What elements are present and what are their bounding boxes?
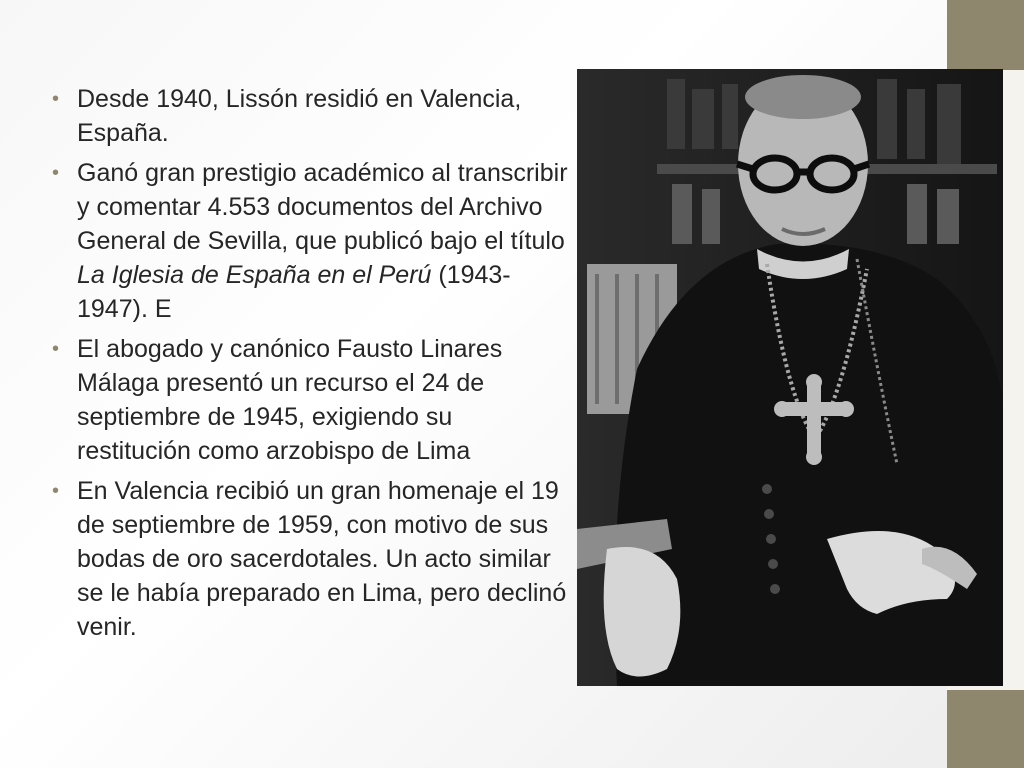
bullet-dot-icon: • xyxy=(52,338,60,360)
bullet-dot-icon: • xyxy=(52,88,60,110)
bullet-item xyxy=(52,156,572,326)
bullet-item xyxy=(52,474,572,644)
book-title: La Iglesia de España en el Perú xyxy=(77,261,432,289)
bullet-text: En Valencia recibió un gran homenaje el 19 de septiembre de 1959, con motivo de sus bodas de oro sacerdotales. Un acto similar se le había preparado en Lima, pero declinó venir. xyxy=(77,477,567,641)
bullet-text: Desde 1940, Lissón residió en Valencia, España. xyxy=(77,85,522,147)
bullet-dot-icon: • xyxy=(52,162,60,184)
bullet-text: El abogado y canónico Fausto Linares Málaga presentó un recurso el 24 de septiembre de 1945, exigiendo su restitución como arzobispo de Lima xyxy=(77,335,503,465)
bullet-dot-icon: • xyxy=(52,480,60,502)
bullet-text: Ganó gran prestigio académico al transcribir y comentar 4.553 documentos del Archivo General de Sevilla, que publicó bajo el título La Iglesia de España en el Perú (1943-1947). E xyxy=(77,159,568,323)
portrait-photo xyxy=(577,69,1003,686)
bullet-list xyxy=(52,82,572,650)
portrait-illustration xyxy=(577,69,1003,686)
bullet-item xyxy=(52,82,572,150)
bullet-item xyxy=(52,332,572,468)
